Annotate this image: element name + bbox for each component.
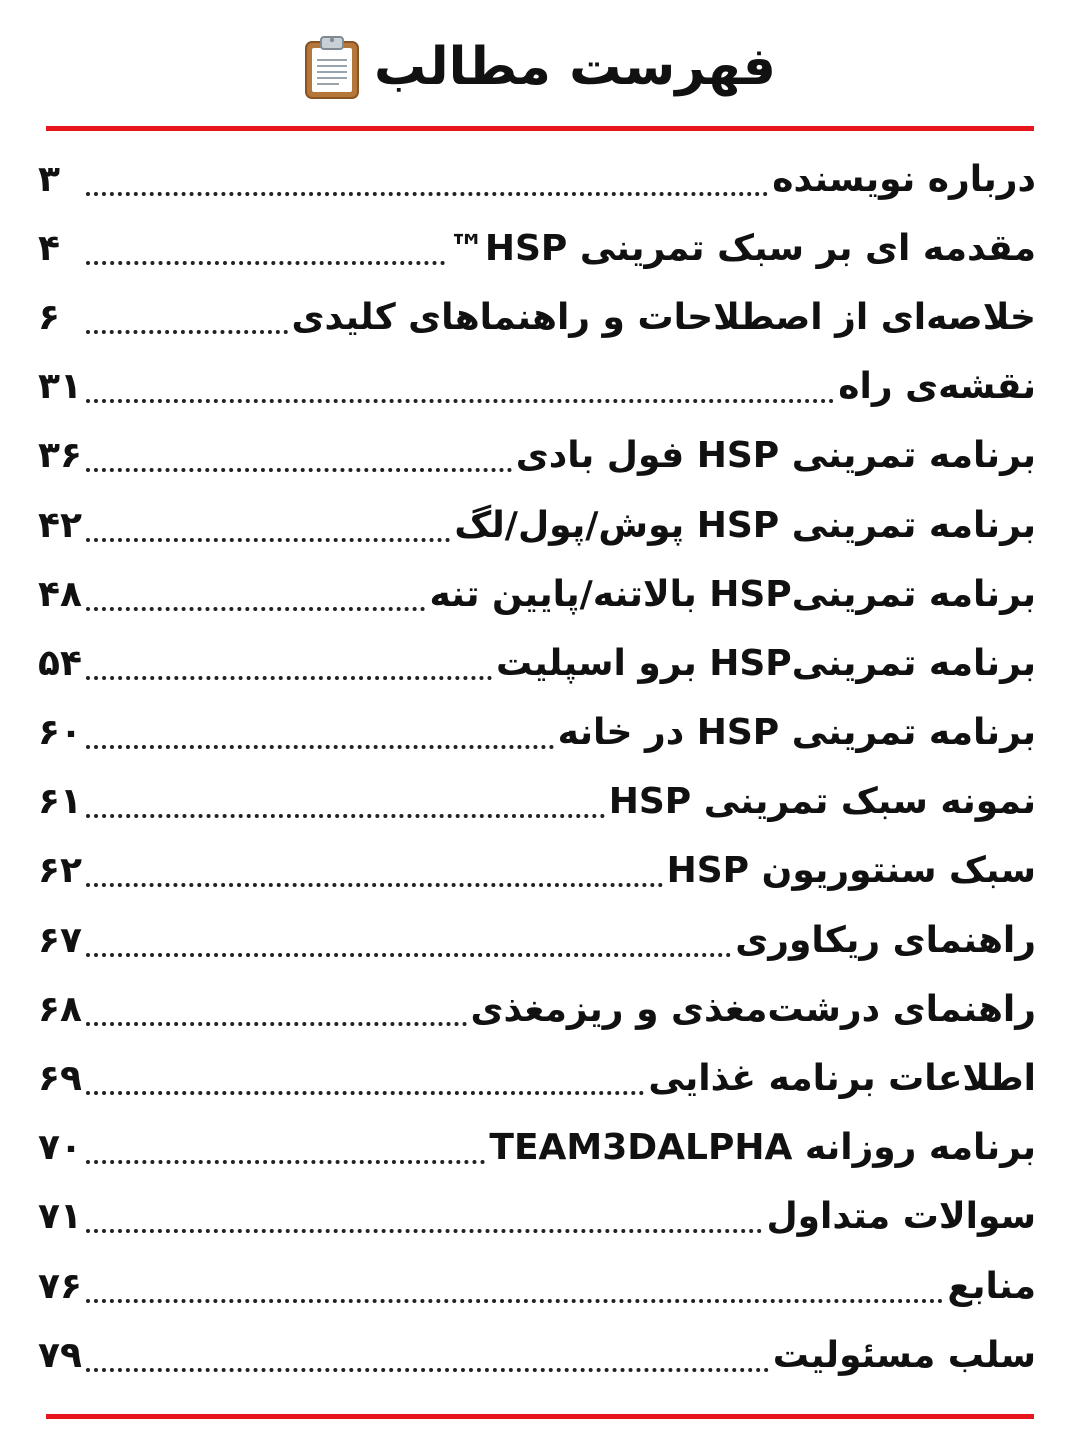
toc-entry-title: نقشه‌ی راه xyxy=(838,366,1036,408)
toc-entry-page-number: ۶۷ xyxy=(38,919,82,961)
toc-entry xyxy=(38,491,1036,560)
toc-entry xyxy=(38,214,1036,283)
dot-leader xyxy=(86,1368,769,1372)
toc-entry-page-number: ۶۸ xyxy=(38,988,82,1030)
dot-leader xyxy=(86,607,425,611)
dot-leader xyxy=(86,1022,467,1026)
toc-entry xyxy=(38,422,1036,491)
toc-entry-page-number: ۶۱ xyxy=(38,781,82,823)
clipboard-icon xyxy=(304,34,360,100)
toc-entry-page-number: ۷۱ xyxy=(38,1196,82,1238)
toc-entry xyxy=(38,283,1036,352)
toc-entry-title: برنامه تمرینیHSP برو اسپلیت xyxy=(495,642,1036,684)
toc-entry xyxy=(38,837,1036,906)
toc-entry-page-number: ۵۴ xyxy=(38,642,82,684)
dot-leader xyxy=(86,261,445,265)
dot-leader xyxy=(86,814,605,818)
toc-entry-page-number: ۷۶ xyxy=(38,1265,82,1307)
dot-leader xyxy=(86,1160,485,1164)
dot-leader xyxy=(86,1091,644,1095)
toc-entry-page-number: ۳۱ xyxy=(38,366,82,408)
toc-entry-page-number: ۷۹ xyxy=(38,1334,82,1376)
toc-entry-title: برنامه تمرینی HSP فول بادی xyxy=(515,435,1036,477)
toc-entry xyxy=(38,699,1036,768)
toc-entry-title: درباره نویسنده xyxy=(772,158,1036,200)
toc-entry-page-number: ۳۶ xyxy=(38,435,82,477)
toc-entry xyxy=(38,1114,1036,1183)
bottom-divider xyxy=(46,1414,1034,1419)
toc-entry-page-number: ۶۰ xyxy=(38,712,82,754)
dot-leader xyxy=(86,953,731,957)
toc-entry-page-number: ۷۰ xyxy=(38,1127,82,1169)
toc-entry-title: منابع xyxy=(947,1265,1036,1307)
toc-entry xyxy=(38,629,1036,698)
toc-entry-page-number: ۳ xyxy=(38,158,60,200)
toc-entry xyxy=(38,560,1036,629)
dot-leader xyxy=(86,1299,943,1303)
toc-entry-title: اطلاعات برنامه غذایی xyxy=(648,1058,1036,1100)
toc-entry xyxy=(38,906,1036,975)
toc-entry-title: راهنمای ریکاوری xyxy=(735,919,1036,961)
dot-leader xyxy=(86,883,663,887)
toc-entry-title: مقدمه ای بر سبک تمرینی HSP™ xyxy=(448,227,1036,269)
top-divider xyxy=(46,126,1034,131)
dot-leader xyxy=(86,399,834,403)
toc-entry-page-number: ۶ xyxy=(38,296,60,338)
toc-entry-page-number: ۴۲ xyxy=(38,504,82,546)
toc-entry-title: برنامه تمرینی HSP در خانه xyxy=(557,712,1036,754)
toc-entry xyxy=(38,1321,1036,1390)
toc-entry-title: برنامه روزانه TEAM3DALPHA xyxy=(489,1127,1036,1169)
toc-entry-title: سلب مسئولیت xyxy=(772,1334,1036,1376)
dot-leader xyxy=(86,745,554,749)
toc-entry-page-number: ۶۲ xyxy=(38,850,82,892)
toc-entry-title: خلاصه‌ای از اصطلاحات و راهنماهای کلیدی xyxy=(291,296,1036,338)
dot-leader xyxy=(86,192,768,196)
page-title: فهرست مطالب xyxy=(374,37,776,97)
toc-entry xyxy=(38,145,1036,214)
toc-entry-title: سوالات متداول xyxy=(766,1196,1036,1238)
toc-entry-title: نمونه سبک تمرینی HSP xyxy=(608,781,1036,823)
toc-entry-title: برنامه تمرینیHSP بالاتنه/پایین تنه xyxy=(429,573,1036,615)
dot-leader xyxy=(86,330,288,334)
toc-entry-page-number: ۴۸ xyxy=(38,573,82,615)
toc-entry xyxy=(38,1252,1036,1321)
toc-entry-page-number: ۴ xyxy=(38,227,60,269)
toc-entry-title: راهنمای درشت‌مغذی و ریزمغذی xyxy=(470,988,1036,1030)
dot-leader xyxy=(86,538,450,542)
dot-leader xyxy=(86,468,512,472)
toc-entry-page-number: ۶۹ xyxy=(38,1058,82,1100)
toc-entry xyxy=(38,1183,1036,1252)
toc-entry-title: برنامه تمرینی HSP پوش/پول/لگ xyxy=(454,504,1036,546)
dot-leader xyxy=(86,1229,762,1233)
toc-entry xyxy=(38,353,1036,422)
page-header xyxy=(0,22,1080,112)
toc-entry xyxy=(38,768,1036,837)
dot-leader xyxy=(86,676,492,680)
toc-entry-title: سبک سنتوریون HSP xyxy=(666,850,1036,892)
toc-entry xyxy=(38,975,1036,1044)
toc-entry xyxy=(38,1044,1036,1113)
table-of-contents xyxy=(38,145,1036,1393)
